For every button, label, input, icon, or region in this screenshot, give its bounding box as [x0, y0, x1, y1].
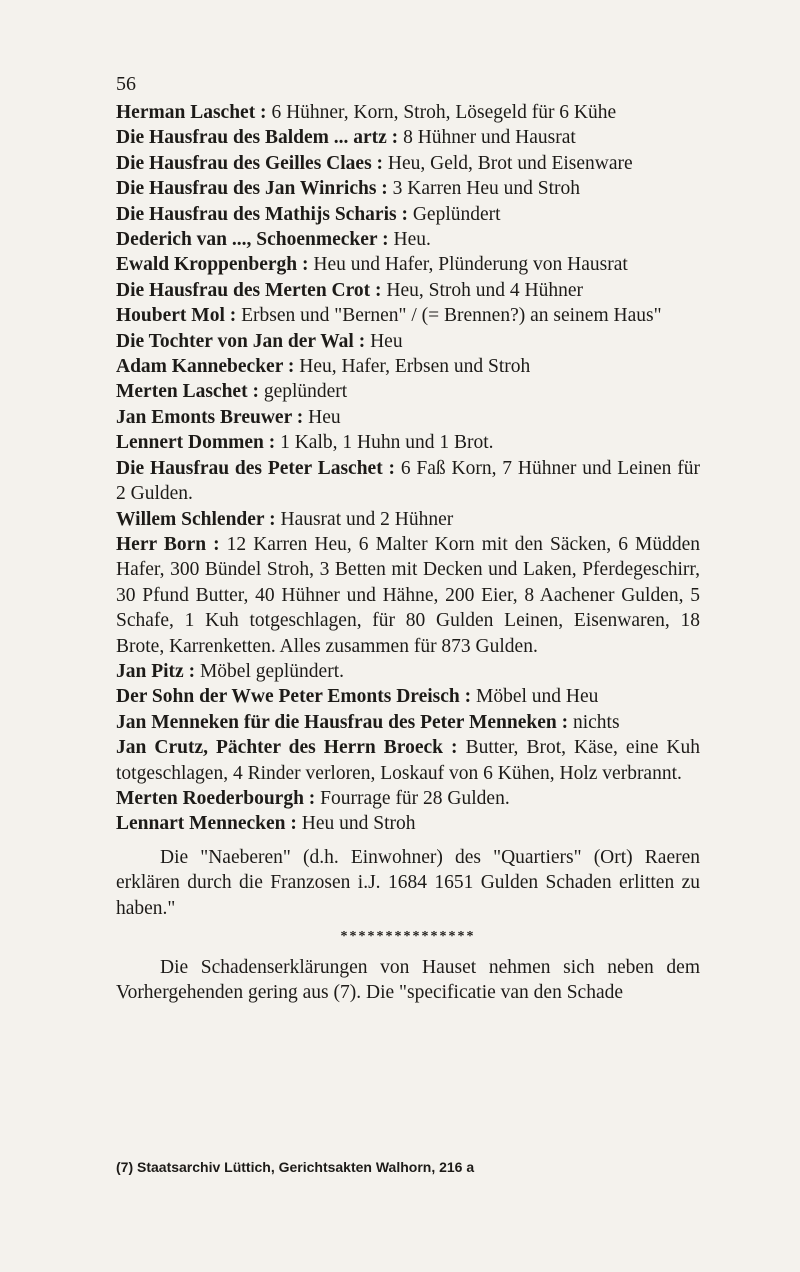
entry-text: 3 Karren Heu und Stroh — [387, 178, 581, 200]
entry-name: Dederich van ..., Schoenmecker : — [116, 229, 389, 251]
damage-entry — [116, 532, 700, 659]
entry-name: Die Hausfrau des Merten Crot : — [116, 279, 382, 301]
damage-entry — [116, 735, 700, 786]
damage-entry — [116, 405, 700, 430]
entry-name: Merten Roederbourgh : — [116, 787, 316, 809]
section-separator: *************** — [340, 929, 476, 944]
entry-text: 8 Hühner und Hausrat — [398, 127, 576, 149]
damage-entry — [116, 125, 700, 150]
entry-name: Jan Crutz, Pächter des Herrn Broeck : — [116, 737, 458, 759]
entry-name: Der Sohn der Wwe Peter Emonts Dreisch : — [116, 686, 472, 708]
entry-name: Merten Laschet : — [116, 381, 259, 403]
paragraph-raeren: Die "Naeberen" (d.h. Einwohner) des "Quartiers" (Ort) Raeren erklären durch die Franzosen i.J. 1684 1651 Gulden Schaden erlitten zu haben." — [116, 846, 700, 919]
damage-entry — [116, 202, 700, 227]
damage-list — [116, 100, 700, 837]
damage-entry — [116, 278, 700, 303]
damage-entry — [116, 456, 700, 507]
entry-name: Jan Emonts Breuwer : — [116, 406, 304, 428]
damage-entry — [116, 379, 700, 404]
entry-name: Ewald Kroppenbergh : — [116, 254, 309, 276]
damage-entry — [116, 811, 700, 836]
entry-name: Die Hausfrau des Mathijs Scharis : — [116, 203, 408, 225]
entry-name: Die Tochter von Jan der Wal : — [116, 330, 366, 352]
entry-name: Die Hausfrau des Geilles Claes : — [116, 152, 384, 174]
entry-text: nichts — [568, 711, 620, 733]
entry-name: Lennert Dommen : — [116, 432, 276, 454]
entry-text: Möbel und Heu — [471, 686, 599, 708]
body-text — [116, 100, 700, 1006]
entry-text: Heu — [303, 406, 341, 428]
page-number: 56 — [116, 73, 136, 95]
damage-entry — [116, 354, 700, 379]
entry-text: 1 Kalb, 1 Huhn und 1 Brot. — [275, 432, 494, 454]
entry-name: Herman Laschet : — [116, 102, 267, 123]
damage-entry — [116, 329, 700, 354]
entry-name: Willem Schlender : — [116, 508, 276, 530]
entry-text: Fourrage für 28 Gulden. — [315, 787, 510, 809]
damage-entry — [116, 684, 700, 709]
damage-entry — [116, 176, 700, 201]
entry-text: 6 Faß Korn, 7 Hühner und Leinen für 2 Gulden. — [116, 457, 700, 505]
damage-entry — [116, 100, 700, 125]
entry-text: Heu und Stroh — [296, 813, 416, 835]
damage-entry — [116, 430, 700, 455]
entry-name: Lennart Mennecken : — [116, 813, 297, 835]
entry-name: Herr Born : — [116, 533, 220, 555]
entry-text: 12 Karren Heu, 6 Malter Korn mit den Säcken, 6 Müdden Hafer, 300 Bündel Stroh, 3 Betten mit Decken und Laken, Pferdegeschirr, 30 Pfund Butter, 40 Hühner und Hähne, 200 Eier, 8 Aachener Gulden, 5 Schafe, 1 Kuh totgeschlagen, für 80 Gulden Leinen, Eisenwaren, 18 Brote, Karrenketten. Alles zusammen für 873 Gulden. — [116, 533, 700, 657]
damage-entry — [116, 252, 700, 277]
entry-name: Adam Kannebecker : — [116, 356, 295, 378]
entry-name: Jan Menneken für die Hausfrau des Peter Menneken : — [116, 711, 569, 733]
entry-name: Houbert Mol : — [116, 305, 237, 327]
paragraph-hauset: Die Schadenserklärungen von Hauset nehmen sich neben dem Vorhergehenden gering aus (7). Die "specificatie van den Schade — [116, 957, 700, 1004]
entry-text: Möbel geplündert. — [195, 660, 345, 682]
entry-text: Heu, Geld, Brot und Eisenware — [383, 152, 633, 174]
entry-name: Die Hausfrau des Baldem ... artz : — [116, 127, 399, 149]
entry-text: Erbsen und "Bernen" / (= Brennen?) an seinem Haus" — [236, 305, 662, 327]
entry-text: Hausrat und 2 Hühner — [275, 508, 454, 530]
entry-text: Heu und Hafer, Plünderung von Hausrat — [308, 254, 628, 276]
damage-entry — [116, 786, 700, 811]
footnote: (7) Staatsarchiv Lüttich, Gerichtsakten Walhorn, 216 a — [116, 1159, 475, 1175]
entry-text: Butter, Brot, Käse, eine Kuh totgeschlagen, 4 Rinder verloren, Loskauf von 6 Kühen, Holz verbrannt. — [116, 737, 701, 784]
damage-entry — [116, 227, 700, 252]
entry-text: Heu, Stroh und 4 Hühner — [381, 279, 584, 301]
damage-entry — [116, 151, 700, 176]
entry-text: 6 Hühner, Korn, Stroh, Lösegeld für 6 Kühe — [266, 102, 617, 123]
entry-name: Die Hausfrau des Jan Winrichs : — [116, 178, 388, 200]
damage-entry — [116, 710, 700, 735]
entry-text: Geplündert — [407, 203, 501, 225]
entry-name: Jan Pitz : — [116, 660, 196, 682]
damage-entry — [116, 659, 700, 684]
entry-text: Heu. — [388, 229, 431, 251]
entry-text: Heu, Hafer, Erbsen und Stroh — [294, 356, 531, 378]
damage-entry — [116, 303, 700, 328]
entry-text: geplündert — [258, 381, 348, 403]
damage-entry — [116, 507, 700, 532]
entry-name: Die Hausfrau des Peter Laschet : — [116, 457, 396, 479]
entry-text: Heu — [365, 330, 403, 352]
